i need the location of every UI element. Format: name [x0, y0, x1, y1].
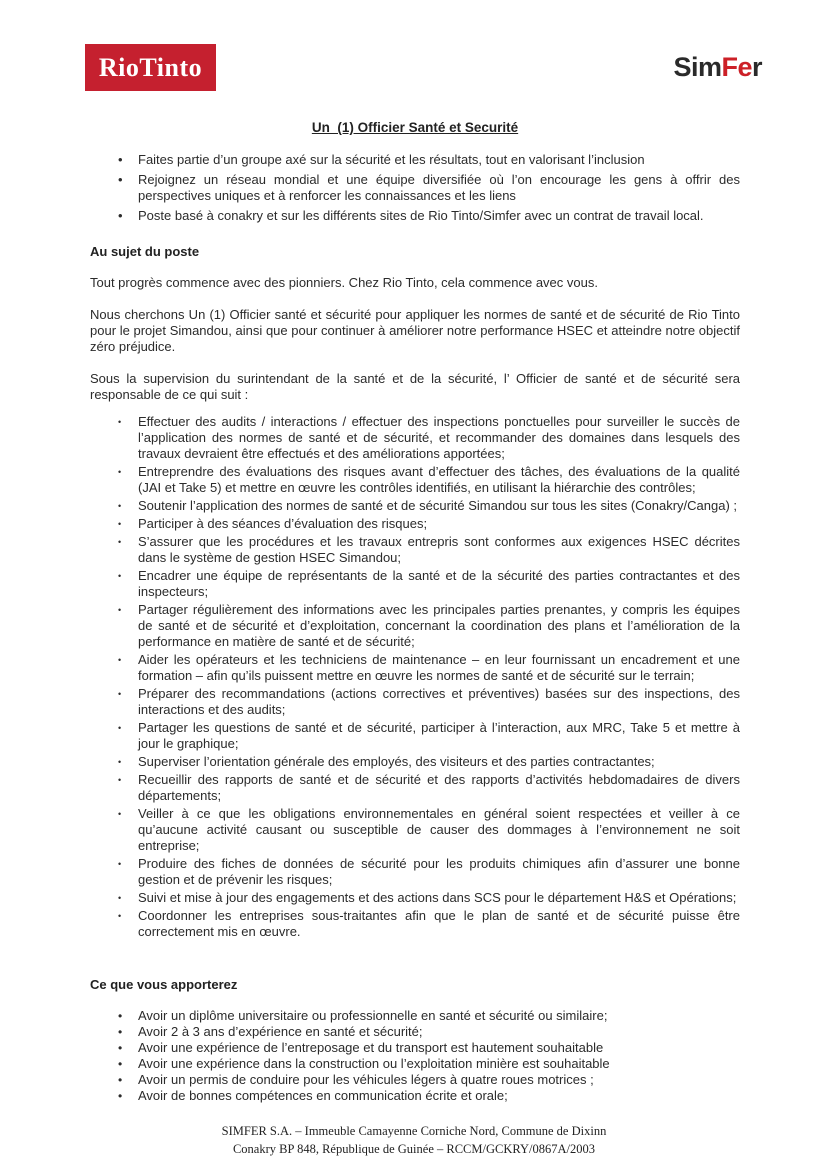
- simfer-logo-fe: Fe: [721, 52, 752, 82]
- list-item: [118, 534, 740, 566]
- list-item: [118, 772, 740, 804]
- bullet-marker: •: [118, 571, 122, 581]
- list-item-text: Participer à des séances d’évaluation des risques;: [138, 516, 428, 531]
- list-item-text: Entreprendre des évaluations des risques avant d’effectuer des tâches, des évaluations de la qualité (JAI et Take 5) et mettre en œuvre les contrôles identifiés, en utilisant la hiérarchie des contrôles;: [138, 464, 740, 495]
- responsibilities-list: [90, 414, 740, 940]
- bullet-marker: •: [118, 859, 122, 869]
- bullet-marker: •: [118, 1041, 123, 1055]
- footer-address-line-1: SIMFER S.A. – Immeuble Camayenne Corniche Nord, Commune de Dixinn: [221, 1124, 607, 1138]
- bullet-marker: •: [118, 893, 122, 903]
- bullet-marker: •: [118, 655, 122, 665]
- bullet-marker: •: [118, 152, 123, 167]
- list-item-text: Partager les questions de santé et de sécurité, participer à l’interaction, aux MRC, Take 5 et mettre à jour le graphique;: [138, 720, 740, 751]
- list-item: [118, 686, 740, 718]
- bullet-marker: •: [118, 1089, 123, 1103]
- list-item-text: Partager régulièrement des informations avec les principales parties prenantes, y compris les équipes de santé et de sécurité et d’exploitation, concernant la coordination des plans et l’amélioration de la performance en matière de santé et de sécurité;: [138, 602, 740, 649]
- bullet-marker: •: [118, 809, 122, 819]
- intro-bullet-list: [90, 152, 740, 224]
- list-item: [118, 414, 740, 462]
- about-paragraph-2: Nous cherchons Un (1) Officier santé et sécurité pour appliquer les normes de santé et de sécurité de Rio Tinto pour le projet Simandou, ainsi que pour continuer à améliorer notre performance HSEC et atteindre notre objectif zéro préjudice.: [90, 307, 740, 354]
- list-item: [118, 754, 740, 770]
- list-item-text: Faites partie d’un groupe axé sur la sécurité et les résultats, tout en valorisant l’inclusion: [138, 152, 645, 167]
- bullet-marker: •: [118, 723, 122, 733]
- riotinto-logo-text: RioTinto: [98, 52, 203, 82]
- section-heading-about: Au sujet du poste: [90, 244, 200, 259]
- list-item-text: Rejoignez un réseau mondial et une équipe diversifiée où l’on encourage les gens à offrir des perspectives uniques et à renforcer les connaissances et les liens: [138, 172, 740, 203]
- list-item: [118, 1024, 740, 1040]
- list-item-text: Poste basé à conakry et sur les différents sites de Rio Tinto/Simfer avec un contrat de travail local.: [138, 208, 704, 223]
- bullet-marker: •: [118, 775, 122, 785]
- simfer-logo: [673, 52, 762, 83]
- list-item-text: Avoir un permis de conduire pour les véhicules légers à quatre roues motrices ;: [138, 1072, 594, 1087]
- list-item: [118, 464, 740, 496]
- list-item: [118, 652, 740, 684]
- list-item-text: Avoir de bonnes compétences en communication écrite et orale;: [138, 1088, 508, 1103]
- list-item-text: Aider les opérateurs et les techniciens de maintenance – en leur fournissant un encadrement et une formation – afin qu’ils puissent mettre en œuvre les normes de santé et de sécurité sur le terrain;: [138, 652, 740, 683]
- riotinto-logo: [85, 44, 216, 91]
- list-item-text: Préparer des recommandations (actions correctives et préventives) basées sur des inspections, des interactions et des audits;: [138, 686, 740, 717]
- list-item-text: Effectuer des audits / interactions / effectuer des inspections ponctuelles pour surveiller le succès de l’application des normes de santé et de sécurité, et recommander des domaines dans lesquels des travaux devraient être effectués et des améliorations apportées;: [138, 414, 740, 461]
- list-item: [118, 568, 740, 600]
- bullet-marker: •: [118, 605, 122, 615]
- list-item-text: Suivi et mise à jour des engagements et des actions dans SCS pour le département H&S et Opérations;: [138, 890, 737, 905]
- list-item: [118, 1088, 740, 1104]
- page-title: Un (1) Officier Santé et Securité: [311, 120, 519, 135]
- list-item-text: Avoir une expérience dans la construction ou l’exploitation minière est souhaitable: [138, 1056, 610, 1071]
- list-item: [118, 152, 740, 168]
- simfer-logo-sim: Sim: [673, 52, 722, 82]
- list-item: [118, 1072, 740, 1088]
- bullet-marker: •: [118, 1025, 123, 1039]
- bullet-marker: •: [118, 689, 122, 699]
- requirements-list: [90, 1008, 740, 1104]
- list-item: [118, 856, 740, 888]
- bullet-marker: •: [118, 537, 122, 547]
- list-item: [118, 1008, 740, 1024]
- list-item-text: Veiller à ce que les obligations environnementales en général soient respectées et veiller à ce qu’aucune activité causant ou susceptible de causer des dommages à l’environnement ne soit entreprise;: [138, 806, 740, 853]
- list-item-text: Avoir 2 à 3 ans d’expérience en santé et sécurité;: [138, 1024, 423, 1039]
- bullet-marker: •: [118, 172, 123, 187]
- section-heading-bring: Ce que vous apporterez: [90, 977, 238, 992]
- bullet-marker: •: [118, 417, 122, 427]
- list-item: [118, 890, 740, 906]
- list-item-text: Coordonner les entreprises sous-traitantes afin que le plan de santé et de sécurité puisse être correctement mis en œuvre.: [138, 908, 740, 939]
- list-item-text: Recueillir des rapports de santé et de sécurité et des rapports d’activités hebdomadaires de divers départements;: [138, 772, 740, 803]
- list-item-text: Encadrer une équipe de représentants de la santé et de la sécurité des parties contractantes et des inspecteurs;: [138, 568, 740, 599]
- list-item-text: S’assurer que les procédures et les travaux entrepris sont conformes aux exigences HSEC décrites dans le système de gestion HSEC Simandou;: [138, 534, 740, 565]
- bullet-marker: •: [118, 1073, 123, 1087]
- list-item-text: Produire des fiches de données de sécurité pour les produits chimiques afin d’assurer une bonne gestion et de prévenir les risques;: [138, 856, 740, 887]
- bullet-marker: •: [118, 501, 122, 511]
- list-item-text: Avoir une expérience de l’entreposage et du transport est hautement souhaitable: [138, 1040, 604, 1055]
- list-item: [118, 208, 740, 224]
- bullet-marker: •: [118, 208, 123, 223]
- about-paragraph-3: Sous la supervision du surintendant de la santé et de la sécurité, l’ Officier de santé et de sécurité sera responsable de ce qui suit :: [90, 371, 740, 402]
- bullet-marker: •: [118, 757, 122, 767]
- header: [85, 44, 762, 91]
- list-item: [118, 516, 740, 532]
- bullet-marker: •: [118, 467, 122, 477]
- bullet-marker: •: [118, 911, 122, 921]
- list-item-text: Avoir un diplôme universitaire ou professionnelle en santé et sécurité ou similaire;: [138, 1008, 608, 1023]
- simfer-logo-r: r: [751, 52, 762, 82]
- list-item-text: Soutenir l’application des normes de santé et de sécurité Simandou sur tous les sites (Conakry/Canga) ;: [138, 498, 738, 513]
- bullet-marker: •: [118, 519, 122, 529]
- list-item: [118, 172, 740, 204]
- bullet-marker: •: [118, 1057, 123, 1071]
- list-item: [118, 1040, 740, 1056]
- footer: [0, 1122, 828, 1158]
- list-item: [118, 720, 740, 752]
- list-item: [118, 602, 740, 650]
- list-item: [118, 806, 740, 854]
- about-paragraph-1: Tout progrès commence avec des pionniers. Chez Rio Tinto, cela commence avec vous.: [90, 275, 598, 290]
- footer-address-line-2: Conakry BP 848, République de Guinée – RCCM/GCKRY/0867A/2003: [232, 1142, 596, 1156]
- list-item: [118, 908, 740, 940]
- list-item: [118, 1056, 740, 1072]
- bullet-marker: •: [118, 1009, 123, 1023]
- list-item: [118, 498, 740, 514]
- list-item-text: Superviser l’orientation générale des employés, des visiteurs et des parties contractantes;: [138, 754, 655, 769]
